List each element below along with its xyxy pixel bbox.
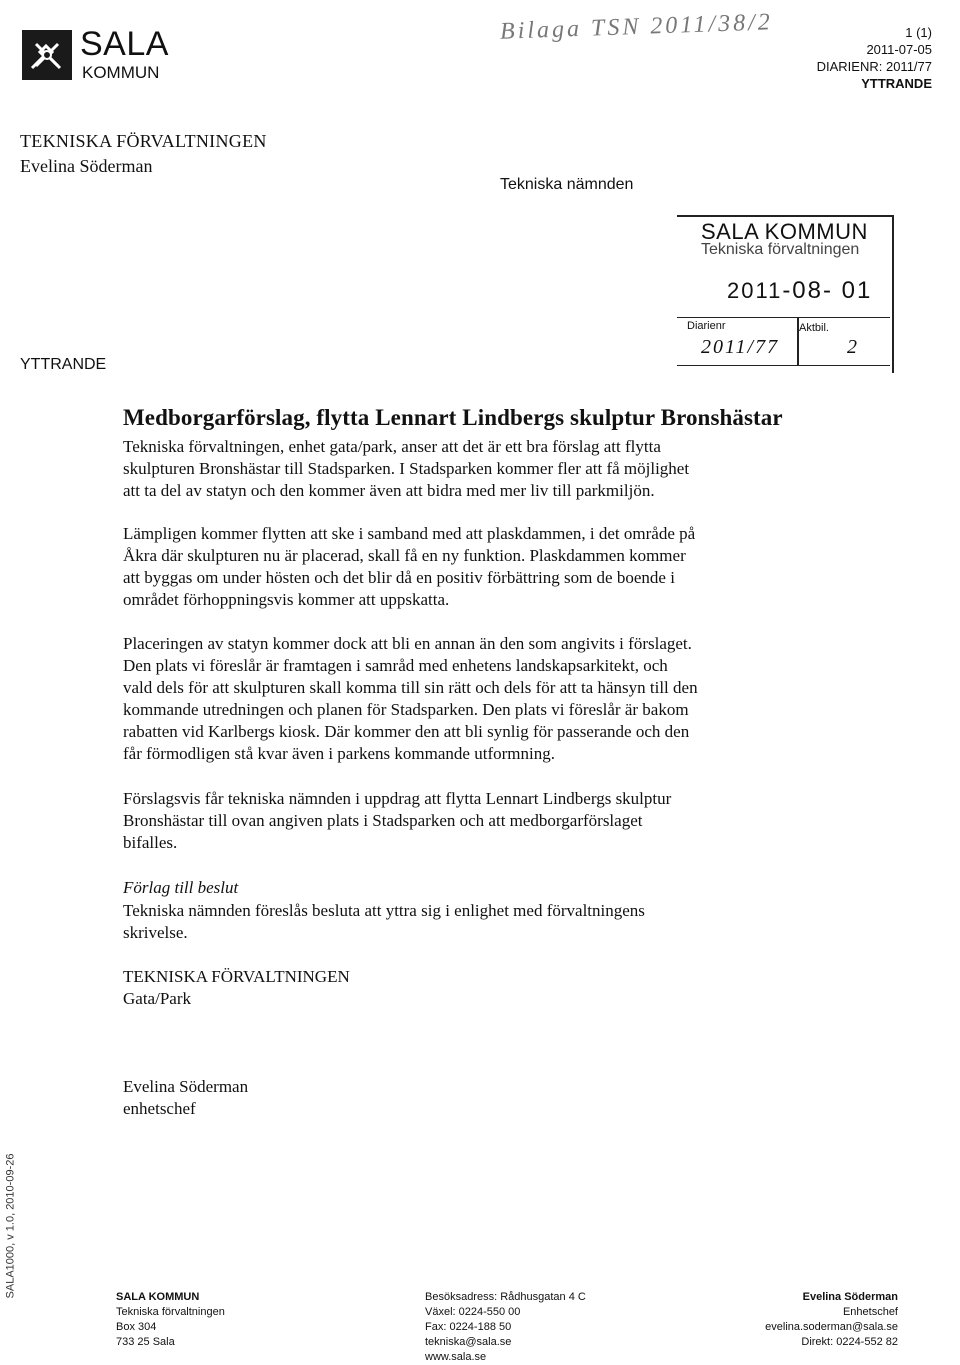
footer-line: Besöksadress: Rådhusgatan 4 C bbox=[425, 1291, 586, 1303]
sender-name: Evelina Söderman bbox=[20, 156, 153, 176]
proposal-line: Tekniska nämnden föreslås besluta att yttra sig i enlighet med förvaltningens bbox=[123, 901, 645, 920]
footer-person-name: Evelina Söderman bbox=[802, 1291, 898, 1303]
footer-org: SALA KOMMUN bbox=[116, 1291, 200, 1303]
footer-line: Enhetschef bbox=[842, 1306, 898, 1318]
stamp-aktbil-value: 2 bbox=[847, 336, 857, 358]
paragraph-line: Åkra där skulpturen nu är placerad, skall få en ny funktion. Plaskdammen kommer bbox=[123, 546, 686, 565]
footer-line: Växel: 0224-550 00 bbox=[425, 1306, 521, 1318]
paragraph-line: får förmodligen stå kvar även i parkens kommande utformning. bbox=[123, 744, 555, 763]
recipient: Tekniska nämnden bbox=[500, 176, 634, 193]
document-date: 2011-07-05 bbox=[866, 42, 932, 57]
footer-person bbox=[765, 1290, 898, 1350]
paragraph-4 bbox=[123, 788, 823, 854]
closing-organization: TEKNISKA FÖRVALTNINGEN bbox=[123, 967, 350, 986]
stamp-date-rest: -08- 01 bbox=[782, 277, 873, 304]
logo-name: SALA bbox=[80, 25, 169, 63]
paragraph-line: att ta del av statyn och den kommer även att bidra med mer liv till parkmiljön. bbox=[123, 481, 655, 500]
received-stamp bbox=[677, 215, 894, 373]
paragraph-line: rabatten vid Karlbergs kiosk. Där kommer den att bli synlig för passerande och den bbox=[123, 722, 690, 741]
logo-sub: KOMMUN bbox=[82, 63, 160, 82]
footer-contact bbox=[425, 1290, 586, 1365]
stamp-diarienr-value: 2011/77 bbox=[701, 336, 780, 358]
footer-email-link[interactable]: tekniska@sala.se bbox=[425, 1336, 512, 1348]
document-meta bbox=[817, 24, 932, 92]
stamp-date-year: 2011 bbox=[727, 278, 783, 303]
stamp-dept: Tekniska förvaltningen bbox=[701, 241, 860, 258]
paragraph-line: Tekniska förvaltningen, enhet gata/park, anser att det är ett bra förslag att flytta bbox=[123, 437, 661, 456]
paragraph-line: Lämpligen kommer flytten att ske i samband med att plaskdammen, i det område på bbox=[123, 524, 696, 543]
signature-name: Evelina Söderman bbox=[123, 1077, 249, 1096]
paragraph-line: skulpturen Bronshästar till Stadsparken. I Stadsparken kommer fler att få möjlighet bbox=[123, 459, 690, 478]
stamp-aktbil-label: Aktbil. bbox=[799, 322, 829, 334]
municipality-crest-icon bbox=[22, 30, 72, 80]
footer-website-link[interactable]: www.sala.se bbox=[425, 1351, 487, 1363]
footer-line: Direkt: 0224-552 82 bbox=[801, 1336, 898, 1348]
template-code: SALA1000, v 1.0, 2010-09-26 bbox=[4, 1153, 17, 1299]
paragraph-line: kommande utredningen och planen för Stadsparken. Den plats vi föreslår är bakom bbox=[123, 700, 689, 719]
stamp-date bbox=[727, 277, 872, 305]
stamp-org: SALA KOMMUN bbox=[701, 219, 868, 244]
document-type: YTTRANDE bbox=[861, 76, 932, 91]
document-type-label: YTTRANDE bbox=[20, 356, 107, 373]
paragraph-1 bbox=[123, 436, 823, 502]
sender-department: TEKNISKA FÖRVALTNINGEN bbox=[20, 131, 267, 151]
footer-address bbox=[116, 1290, 225, 1350]
paragraph-line: Bronshästar till ovan angiven plats i Stadsparken och att medborgarförslaget bbox=[123, 811, 643, 830]
paragraph-line: området förhoppningsvis kommer att uppskatta. bbox=[123, 590, 450, 609]
paragraph-2 bbox=[123, 523, 823, 611]
paragraph-line: Den plats vi föreslår är framtagen i samråd med enhetens landskapsarkitekt, och bbox=[123, 656, 668, 675]
footer-email-link[interactable]: evelina.soderman@sala.se bbox=[765, 1321, 898, 1333]
paragraph-line: vald dels för att skulpturen skall komma till sin rätt och dels för att ta hänsyn till den bbox=[123, 678, 698, 697]
stamp-bottom-line bbox=[677, 365, 890, 366]
proposal-line: skrivelse. bbox=[123, 923, 188, 942]
footer-line: Tekniska förvaltningen bbox=[116, 1306, 225, 1318]
footer-line: Box 304 bbox=[116, 1321, 157, 1333]
page-number: 1 (1) bbox=[905, 25, 932, 40]
proposal-text bbox=[123, 900, 803, 944]
stamp-fields bbox=[677, 317, 890, 370]
signature-title: enhetschef bbox=[123, 1099, 196, 1118]
paragraph-line: Placeringen av statyn kommer dock att bli en annan än den som angivits i förslaget. bbox=[123, 634, 692, 653]
footer-line: Fax: 0224-188 50 bbox=[425, 1321, 512, 1333]
stamp-diarienr-label: Diarienr bbox=[687, 320, 726, 332]
closing-unit: Gata/Park bbox=[123, 989, 191, 1008]
proposal-heading: Förlag till beslut bbox=[123, 878, 239, 897]
paragraph-line: bifalles. bbox=[123, 833, 178, 852]
handwritten-note: Bilaga TSN 2011/38/2 bbox=[499, 9, 774, 45]
paragraph-line: Förslagsvis får tekniska nämnden i uppdrag att flytta Lennart Lindbergs skulptur bbox=[123, 789, 672, 808]
paragraph-3 bbox=[123, 633, 823, 765]
document-title: Medborgarförslag, flytta Lennart Lindbergs skulptur Bronshästar bbox=[123, 405, 783, 430]
paragraph-line: att byggas om under hösten och det blir då en positiv förbättring som de boende i bbox=[123, 568, 675, 587]
diarienr: DIARIENR: 2011/77 bbox=[816, 59, 932, 74]
footer-line: 733 25 Sala bbox=[116, 1336, 175, 1348]
